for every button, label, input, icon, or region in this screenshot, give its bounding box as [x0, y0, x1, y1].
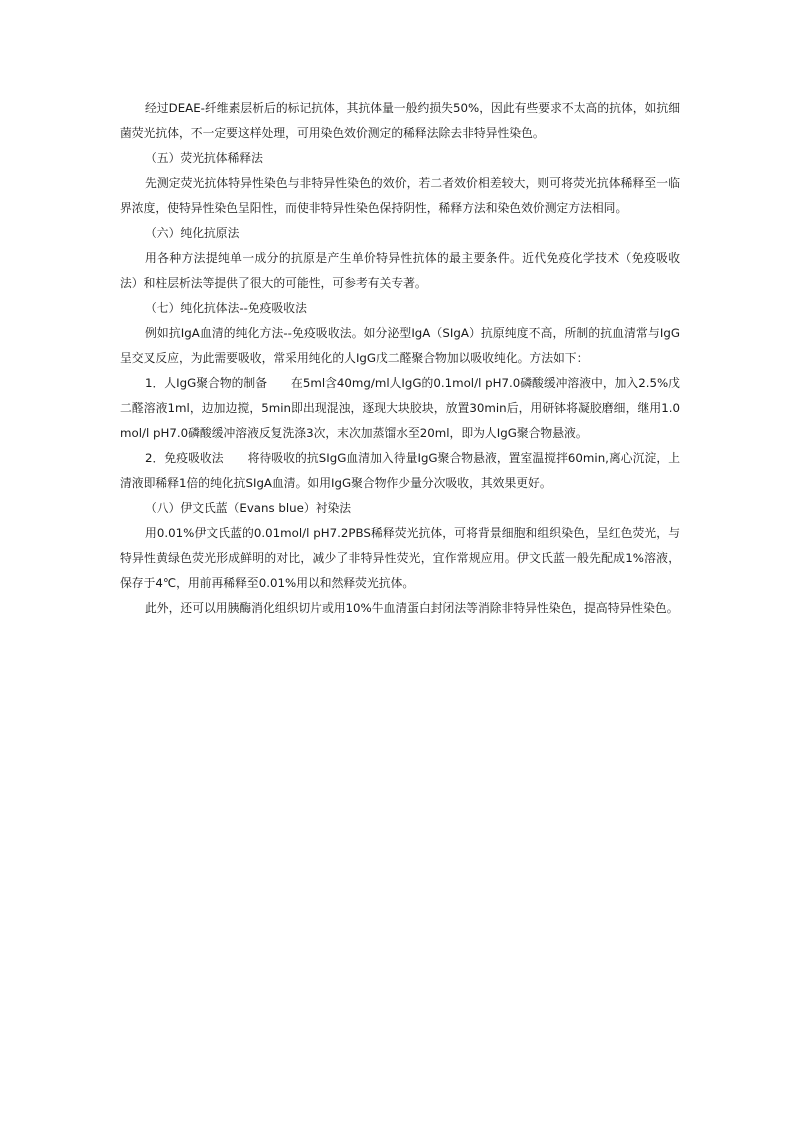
paragraph-dilution: 先测定荧光抗体特异性染色与非特异性染色的效价，若二者效价相差较大，则可将荧光抗体稀释至一临界浓度，使特异性染色呈阳性，而使非特异性染色保持阴性，稀释方法和染色效价测定方法相同。 [120, 176, 680, 215]
heading-purified-antibody: （七）纯化抗体法--免疫吸收法 [145, 301, 307, 315]
paragraph-purified-antigen: 用各种方法提纯单一成分的抗原是产生单价特异性抗体的最主要条件。近代免疫化学技术（免疫吸收法）和柱层析法等提供了很大的可能性，可参考有关专著。 [120, 251, 680, 290]
step-1-text: 在5ml含40mg/ml人IgG的0.1mol/l pH7.0磷酸缓冲溶液中，加入2.5%戊二醛溶液1ml，边加边搅，5min即出现混浊，逐现大块胶块，放置30min后，用研钵将凝胶磨细，继用1.0mol/l pH7.0磷酸缓冲溶液反复洗涤3次，末次加蒸馏水至20ml，即为人IgG聚合物悬液。 [120, 376, 680, 440]
step-2-lead: 2．免疫吸收法 [145, 451, 224, 465]
paragraph-other-methods: 此外，还可以用胰酶消化组织切片或用10%牛血清蛋白封闭法等消除非特异性染色，提高特异性染色。 [145, 601, 679, 615]
document-body [120, 96, 680, 621]
paragraph-step-2 [120, 446, 680, 496]
heading-purified-antigen: （六）纯化抗原法 [145, 226, 240, 240]
heading-evans-blue: （八）伊文氏蓝（Evans blue）衬染法 [145, 501, 352, 515]
paragraph-step-1 [120, 371, 680, 446]
paragraph-iga-purification: 例如抗IgA血清的纯化方法--免疫吸收法。如分泌型IgA（SIgA）抗原纯度不高，所制的抗血清常与IgG呈交叉反应，为此需要吸收，常采用纯化的人IgG戊二醛聚合物加以吸收纯化。方法如下： [120, 326, 680, 365]
paragraph-evans-blue: 用0.01%伊文氏蓝的0.01mol/l pH7.2PBS稀释荧光抗体，可将背景细胞和组织染色，呈红色荧光，与特异性黄绿色荧光形成鲜明的对比，减少了非特异性荧光，宜作常规应用。伊文氏蓝一般先配成1%溶液，保存于4℃，用前再稀释至0.01%用以和然释荧光抗体。 [120, 526, 680, 590]
paragraph-deae: 经过DEAE-纤维素层析后的标记抗体，其抗体量一般约损失50%，因此有些要求不太高的抗体，如抗细菌荧光抗体，不一定要这样处理，可用染色效价测定的稀释法除去非特异性染色。 [120, 101, 680, 140]
step-2-text: 将待吸收的抗SIgG血清加入待量IgG聚合物悬液，置室温搅拌60min,离心沉淀，上清液即稀释1倍的纯化抗SIgA血清。如用IgG聚合物作少量分次吸收，其效果更好。 [120, 451, 680, 490]
step-1-lead: 1．人IgG聚合物的制备 [145, 376, 268, 390]
heading-dilution-method: （五）荧光抗体稀释法 [145, 151, 263, 165]
